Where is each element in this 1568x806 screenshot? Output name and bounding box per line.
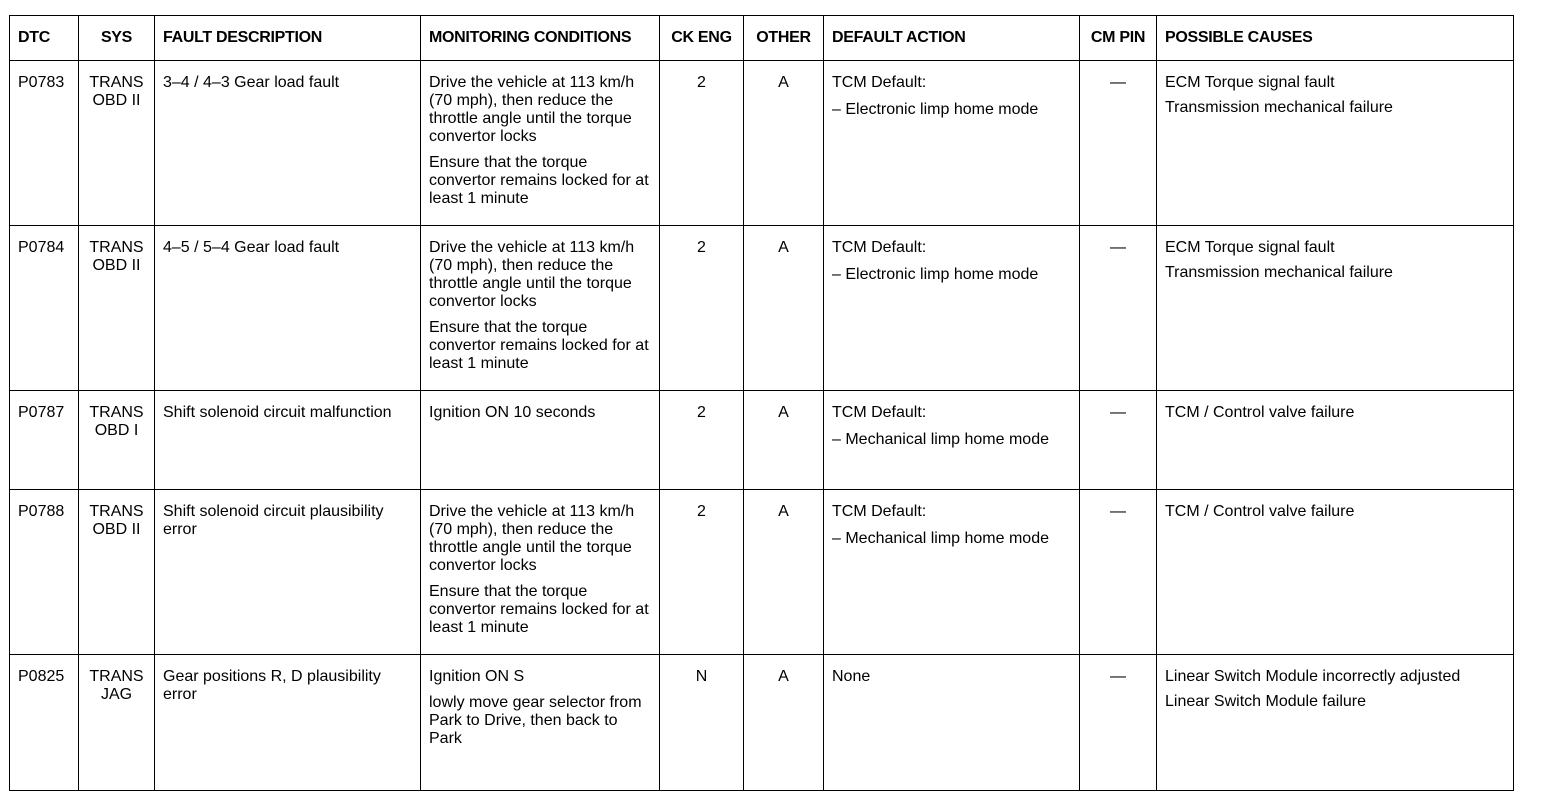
header-possible-causes: POSSIBLE CAUSES (1157, 16, 1514, 61)
monitoring-step: Ignition ON 10 seconds (429, 404, 596, 421)
fault-description: 3–4 / 4–3 Gear load fault (155, 61, 421, 226)
other-value: A (744, 391, 824, 490)
header-other: OTHER (744, 16, 824, 61)
ck-eng-value: N (660, 655, 744, 791)
system-standard: OBD II (92, 257, 141, 274)
default-action (824, 226, 1080, 391)
possible-causes (1157, 490, 1514, 655)
possible-causes (1157, 391, 1514, 490)
monitoring-step: Ensure that the torque convertor remains locked for at least 1 minute (429, 583, 649, 636)
cm-pin-value: — (1080, 391, 1157, 490)
ck-eng-value: 2 (660, 490, 744, 655)
ck-eng-value: 2 (660, 391, 744, 490)
default-action (824, 655, 1080, 791)
system-name: TRANS (89, 668, 144, 685)
cause-item: ECM Torque signal fault (1165, 74, 1335, 91)
cause-item: Transmission mechanical failure (1165, 99, 1393, 116)
cause-item: ECM Torque signal fault (1165, 239, 1335, 256)
table-row (10, 61, 1514, 226)
other-value: A (744, 226, 824, 391)
fault-description: Shift solenoid circuit malfunction (155, 391, 421, 490)
action-title: TCM Default: (832, 74, 927, 91)
possible-causes (1157, 655, 1514, 791)
system-cell (79, 61, 155, 226)
dtc-code: P0784 (10, 226, 79, 391)
action-title: TCM Default: (832, 503, 927, 520)
default-action (824, 391, 1080, 490)
system-cell (79, 655, 155, 791)
header-ck-eng: CK ENG (660, 16, 744, 61)
system-cell (79, 391, 155, 490)
header-default-action: DEFAULT ACTION (824, 16, 1080, 61)
header-monitoring-conditions: MONITORING CONDITIONS (421, 16, 660, 61)
dtc-code: P0783 (10, 61, 79, 226)
cause-item: TCM / Control valve failure (1165, 503, 1355, 520)
table-row (10, 226, 1514, 391)
system-standard: OBD I (94, 422, 139, 439)
monitoring-step: Drive the vehicle at 113 km/h (70 mph), then reduce the throttle angle until the torque convertor locks (429, 239, 635, 310)
dtc-table (9, 15, 1514, 791)
dtc-code: P0825 (10, 655, 79, 791)
monitoring-step: Drive the vehicle at 113 km/h (70 mph), then reduce the throttle angle until the torque convertor locks (429, 503, 635, 574)
monitoring-step: Ignition ON S (429, 668, 525, 685)
ck-eng-value: 2 (660, 61, 744, 226)
monitoring-conditions (421, 391, 660, 490)
possible-causes (1157, 61, 1514, 226)
monitoring-step: Ensure that the torque convertor remains locked for at least 1 minute (429, 154, 649, 207)
monitoring-conditions (421, 655, 660, 791)
cause-item: Transmission mechanical failure (1165, 264, 1393, 281)
cause-item: Linear Switch Module failure (1165, 693, 1366, 710)
monitoring-step: Drive the vehicle at 113 km/h (70 mph), then reduce the throttle angle until the torque convertor locks (429, 74, 635, 145)
action-item: – Mechanical limp home mode (832, 530, 1049, 547)
cm-pin-value: — (1080, 226, 1157, 391)
system-name: TRANS (89, 239, 144, 256)
cause-item: TCM / Control valve failure (1165, 404, 1355, 421)
header-dtc: DTC (10, 16, 79, 61)
action-item: – Mechanical limp home mode (832, 431, 1049, 448)
monitoring-step: Ensure that the torque convertor remains locked for at least 1 minute (429, 319, 649, 372)
system-name: TRANS (89, 404, 144, 421)
cause-item: Linear Switch Module incorrectly adjusted (1165, 668, 1461, 685)
fault-description: 4–5 / 5–4 Gear load fault (155, 226, 421, 391)
system-standard: OBD II (92, 92, 141, 109)
action-title: None (832, 668, 871, 685)
system-standard: JAG (100, 686, 133, 703)
table-header-row (10, 16, 1514, 61)
possible-causes (1157, 226, 1514, 391)
table-row (10, 655, 1514, 791)
system-standard: OBD II (92, 521, 141, 538)
action-item: – Electronic limp home mode (832, 101, 1039, 118)
system-name: TRANS (89, 74, 144, 91)
header-cm-pin: CM PIN (1080, 16, 1157, 61)
cm-pin-value: — (1080, 655, 1157, 791)
system-cell (79, 490, 155, 655)
header-fault-description: FAULT DESCRIPTION (155, 16, 421, 61)
ck-eng-value: 2 (660, 226, 744, 391)
other-value: A (744, 655, 824, 791)
monitoring-step: lowly move gear selector from Park to Drive, then back to Park (429, 694, 642, 747)
default-action (824, 490, 1080, 655)
default-action (824, 61, 1080, 226)
table-row (10, 391, 1514, 490)
system-cell (79, 226, 155, 391)
monitoring-conditions (421, 490, 660, 655)
other-value: A (744, 61, 824, 226)
dtc-code: P0788 (10, 490, 79, 655)
fault-description: Gear positions R, D plausibility error (155, 655, 421, 791)
monitoring-conditions (421, 61, 660, 226)
cm-pin-value: — (1080, 490, 1157, 655)
action-title: TCM Default: (832, 404, 927, 421)
other-value: A (744, 490, 824, 655)
action-title: TCM Default: (832, 239, 927, 256)
header-sys: SYS (79, 16, 155, 61)
action-item: – Electronic limp home mode (832, 266, 1039, 283)
cm-pin-value: — (1080, 61, 1157, 226)
dtc-code: P0787 (10, 391, 79, 490)
table-row (10, 490, 1514, 655)
fault-description: Shift solenoid circuit plausibility error (155, 490, 421, 655)
system-name: TRANS (89, 503, 144, 520)
monitoring-conditions (421, 226, 660, 391)
